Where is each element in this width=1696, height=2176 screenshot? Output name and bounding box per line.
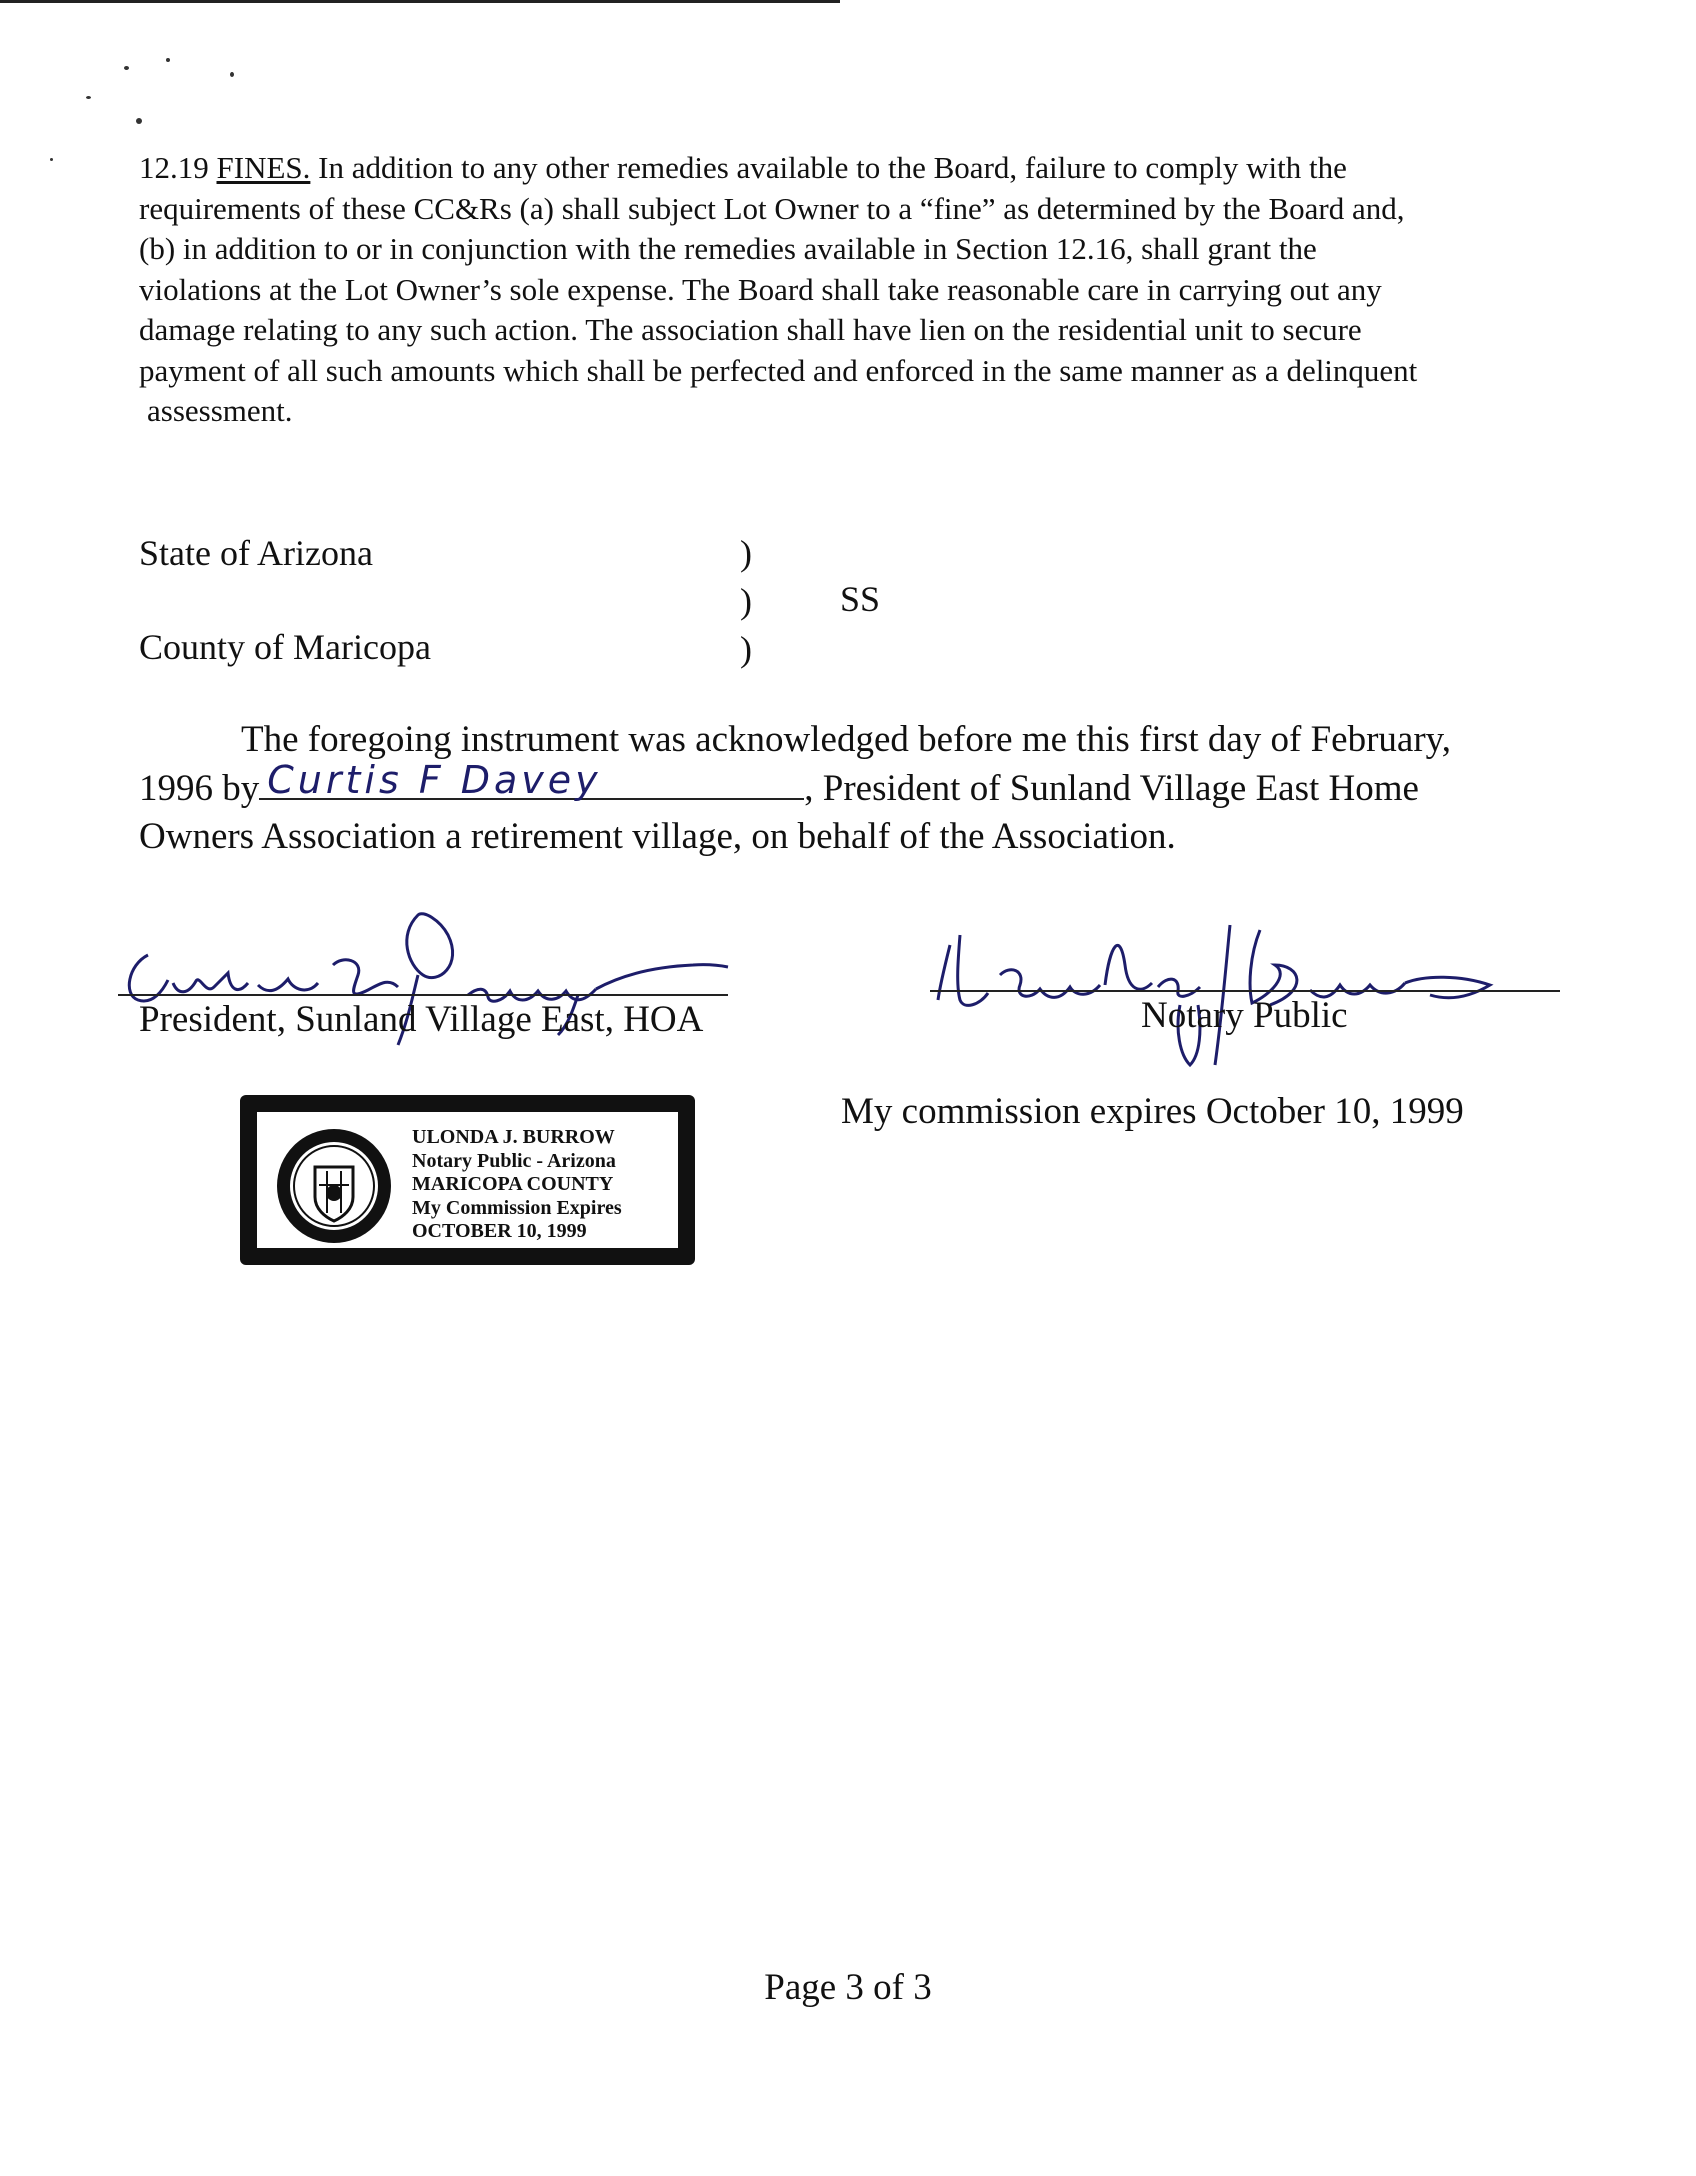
scan-speck [136, 118, 142, 124]
section-12-19-fines [139, 148, 1539, 432]
scan-speck [230, 72, 234, 77]
scan-top-edge [0, 0, 840, 3]
president-signature-line [118, 994, 728, 996]
section-line-2: requirements of these CC&Rs (a) shall subject Lot Owner to a “fine” as determined by the Board and, [139, 190, 1405, 226]
notary-stamp-text [412, 1126, 622, 1244]
venue-state: State of Arizona [139, 533, 373, 573]
notary-stamp-inner [254, 1109, 681, 1251]
section-line-5: damage relating to any such action. The association shall have lien on the residential unit to secure [139, 312, 1362, 347]
ack-line-1: The foregoing instrument was acknowledged before me this first day of February, [241, 719, 1452, 760]
state-seal-icon [275, 1127, 393, 1245]
signer-name-blank [259, 758, 804, 802]
venue-paren-1: ) [740, 533, 752, 573]
stamp-line-1: ULONDA J. BURROW [412, 1126, 615, 1148]
signer-handwritten-name: Curtis F Davey [267, 758, 602, 802]
page-number: Page 3 of 3 [764, 1967, 932, 2008]
notary-stamp [240, 1095, 695, 1265]
notary-signature-line [930, 990, 1560, 992]
stamp-line-2: Notary Public - Arizona [412, 1149, 616, 1172]
scan-speck [50, 158, 53, 161]
commission-expiration: My commission expires October 10, 1999 [841, 1091, 1464, 1132]
section-line-6: payment of all such amounts which shall be perfected and enforced in the same manner as a delinquent [139, 352, 1418, 388]
president-title: President, Sunland Village East, HOA [139, 999, 704, 1040]
ack-line-2: 1996 by Curtis F Davey , President of Sunland Village East Home [139, 758, 1419, 809]
section-line-7: assessment. [147, 393, 293, 428]
stamp-line-5: OCTOBER 10, 1999 [412, 1220, 587, 1242]
notary-title: Notary Public [1141, 995, 1348, 1036]
acknowledgment [139, 716, 1599, 861]
scan-speck [86, 96, 91, 99]
section-line-4: violations at the Lot Owner’s sole expense. The Board shall take reasonable care in carrying out any [139, 271, 1382, 307]
venue-ss: SS [840, 579, 881, 619]
venue-paren-2: ) [740, 581, 752, 621]
section-line-1: 12.19 FINES. In addition to any other remedies available to the Board, failure to comply with the [139, 150, 1347, 185]
section-line-3: (b) in addition to or in conjunction with the remedies available in Section 12.16, shall grant the [139, 231, 1317, 266]
section-number: 12.19 [139, 150, 209, 185]
stamp-line-4: My Commission Expires [412, 1196, 622, 1219]
venue-county: County of Maricopa [139, 627, 431, 667]
section-heading: FINES. [216, 150, 311, 185]
ack-line-3: Owners Association a retirement village, on behalf of the Association. [139, 816, 1176, 857]
venue-paren-3: ) [740, 629, 752, 669]
scan-speck [166, 58, 170, 62]
stamp-line-3: MARICOPA COUNTY [412, 1173, 614, 1195]
scan-speck [124, 66, 129, 70]
